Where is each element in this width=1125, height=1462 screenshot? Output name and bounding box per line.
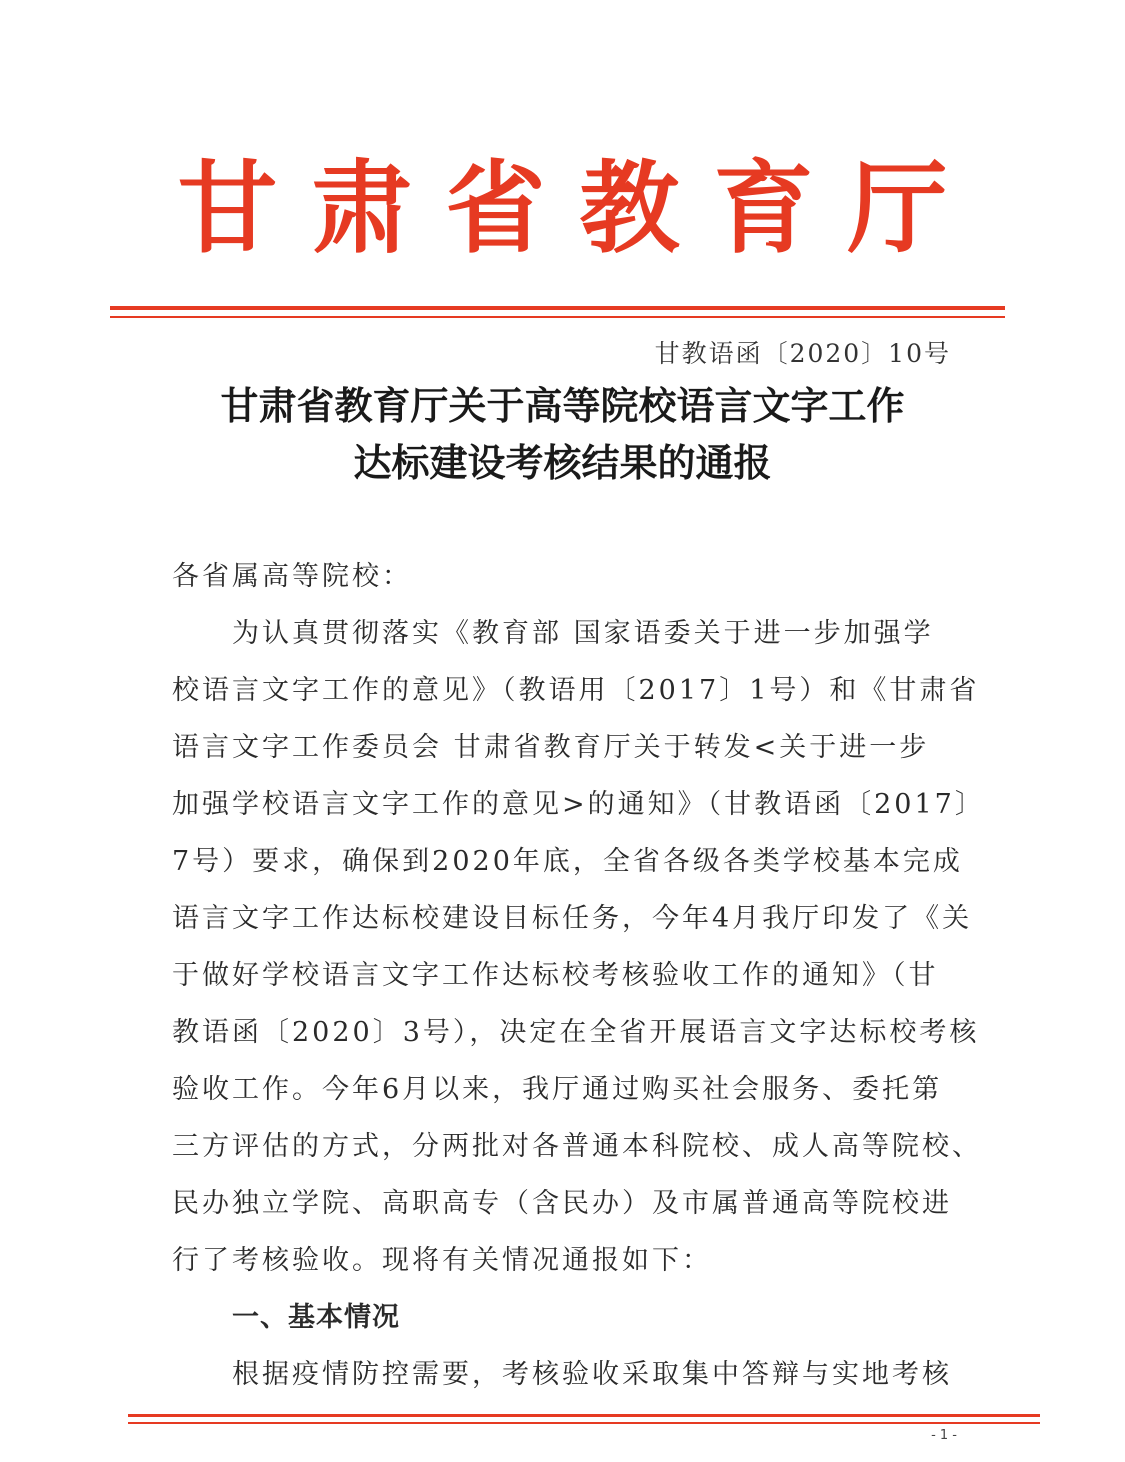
salutation: 各省属高等院校： (172, 561, 412, 592)
document-number: 甘教语函〔2020〕10号 (654, 339, 951, 368)
paragraph-line: 校语言文字工作的意见》（教语用〔2017〕1号）和《甘肃省 (172, 675, 980, 706)
masthead-rule-thin (110, 316, 1005, 318)
paragraph-line: 语言文字工作达标校建设目标任务，今年4月我厅印发了《关 (172, 903, 973, 934)
paragraph-line: 于做好学校语言文字工作达标校考核验收工作的通知》（甘 (172, 960, 939, 991)
page-number: - 1 - (931, 1428, 957, 1443)
footer-rule-thick (128, 1414, 1040, 1417)
paragraph-line: 为认真贯彻落实《教育部 国家语委关于进一步加强学 (232, 618, 934, 649)
paragraph-line: 7号）要求，确保到2020年底，全省各级各类学校基本完成 (172, 846, 963, 877)
paragraph-line: 民办独立学院、高职高专（含民办）及市属普通高等院校进 (172, 1188, 952, 1219)
document-title (0, 378, 1125, 492)
paragraph-line: 加强学校语言文字工作的意见>的通知》（甘教语函〔2017〕 (172, 789, 985, 820)
footer-rule-thin (128, 1422, 1040, 1424)
masthead-rule-thick (110, 306, 1005, 310)
paragraph-line: 语言文字工作委员会 甘肃省教育厅关于转发<关于进一步 (172, 732, 930, 763)
section-heading: 一、基本情况 (232, 1302, 400, 1333)
title-line-2: 达标建设考核结果的通报 (353, 441, 772, 485)
paragraph-line: 行了考核验收。现将有关情况通报如下： (172, 1245, 712, 1276)
paragraph-line: 教语函〔2020〕3号），决定在全省开展语言文字达标校考核 (172, 1017, 980, 1048)
paragraph-line: 验收工作。今年6月以来，我厅通过购买社会服务、委托第 (172, 1074, 943, 1105)
masthead-organization: 甘肃省教育厅 (177, 149, 982, 267)
paragraph-line: 三方评估的方式，分两批对各普通本科院校、成人高等院校、 (172, 1131, 982, 1162)
paragraph-line: 根据疫情防控需要，考核验收采取集中答辩与实地考核 (232, 1359, 952, 1390)
title-line-1: 甘肃省教育厅关于高等院校语言文字工作 (220, 384, 905, 428)
document-body (172, 548, 985, 1403)
